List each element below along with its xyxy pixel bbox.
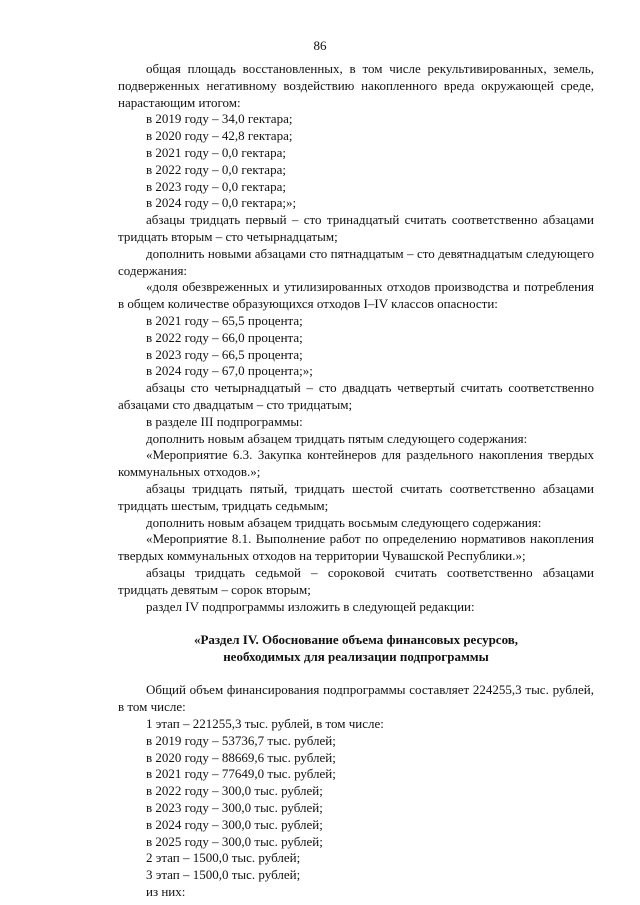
paragraph: в 2022 году – 300,0 тыс. рублей; (146, 783, 323, 799)
paragraph: в 2024 году – 0,0 гектара;»; (146, 195, 297, 211)
paragraph: абзацы тридцать пятый, тридцать шестой считать соответственно абзацами тридцать шестым, тридцать седьмым; (118, 480, 594, 513)
paragraph: в 2021 году – 65,5 процента; (146, 312, 303, 328)
paragraph: в 2023 году – 66,5 процента; (146, 346, 303, 362)
paragraph: абзацы тридцать седьмой – сороковой считать соответственно абзацами тридцать девятым – сорок вторым; (118, 564, 594, 597)
paragraph: в разделе III подпрограммы: (146, 413, 303, 429)
paragraph: 2 этап – 1500,0 тыс. рублей; (146, 850, 301, 866)
paragraph: в 2019 году – 34,0 гектара; (146, 111, 293, 127)
section-heading-line: необходимых для реализации подпрограммы (223, 648, 489, 664)
paragraph: 1 этап – 221255,3 тыс. рублей, в том числе: (146, 716, 384, 732)
paragraph: в 2022 году – 66,0 процента; (146, 329, 303, 345)
paragraph: в 2024 году – 300,0 тыс. рублей; (146, 816, 323, 832)
paragraph: Общий объем финансирования подпрограммы составляет 224255,3 тыс. рублей, в том числе: (118, 682, 594, 715)
paragraph: 3 этап – 1500,0 тыс. рублей; (146, 867, 301, 883)
spacer (118, 615, 594, 632)
paragraph: в 2019 году – 53736,7 тыс. рублей; (146, 732, 336, 748)
paragraph: в 2024 году – 67,0 процента;»; (146, 363, 313, 379)
paragraph: в 2025 году – 300,0 тыс. рублей; (146, 833, 323, 849)
paragraph: из них: (146, 884, 186, 900)
paragraph: в 2023 году – 300,0 тыс. рублей; (146, 800, 323, 816)
paragraph: абзацы сто четырнадцатый – сто двадцать четвертый считать соответственно абзацами сто двадцатым – сто тридцатым; (118, 380, 594, 412)
paragraph: в 2023 году – 0,0 гектара; (146, 178, 286, 194)
paragraph: общая площадь восстановленных, в том числе рекультивированных, земель, подверженных негативному воздействию накопленного вреда окружающей среде, нарастающим итогом: (118, 61, 594, 110)
paragraph: раздел IV подпрограммы изложить в следующей редакции: (146, 598, 475, 614)
page-number: 86 (313, 38, 327, 53)
paragraph: в 2020 году – 88669,6 тыс. рублей; (146, 749, 336, 765)
spacer (118, 666, 594, 683)
paragraph: дополнить новыми абзацами сто пятнадцатым – сто девятнадцатым следующего содержания: (118, 245, 594, 278)
paragraph: «Мероприятие 6.3. Закупка контейнеров для раздельного накопления твердых коммунальных отходов.»; (118, 447, 594, 480)
paragraph: в 2022 году – 0,0 гектара; (146, 161, 286, 177)
paragraph: дополнить новым абзацем тридцать восьмым следующего содержания: (146, 514, 542, 530)
paragraph: дополнить новым абзацем тридцать пятым следующего содержания: (146, 430, 528, 446)
body-text (118, 61, 594, 901)
section-heading (118, 632, 594, 666)
section-heading-line: «Раздел IV. Обоснование объема финансовых ресурсов, (193, 632, 519, 648)
paragraph: «доля обезвреженных и утилизированных отходов производства и потребления в общем количестве образующихся отходов I–IV классов опасности: (118, 279, 594, 312)
paragraph: в 2021 году – 77649,0 тыс. рублей; (146, 766, 336, 782)
paragraph: в 2020 году – 42,8 гектара; (146, 128, 293, 144)
paragraph: в 2021 году – 0,0 гектара; (146, 144, 286, 160)
paragraph: абзацы тридцать первый – сто тринадцатый считать соответственно абзацами тридцать вторым – сто четырнадцатым; (118, 212, 594, 244)
paragraph: «Мероприятие 8.1. Выполнение работ по определению нормативов накопления твердых коммунальных отходов на территории Чувашской Республики.»; (118, 531, 594, 564)
